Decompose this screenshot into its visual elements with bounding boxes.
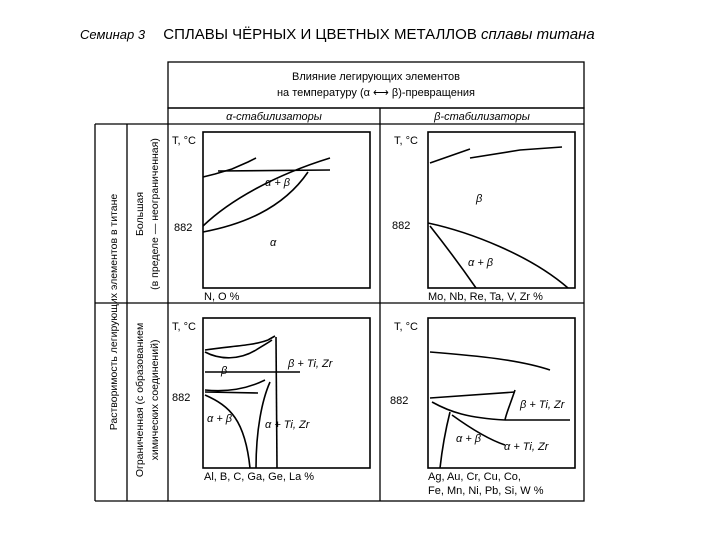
beta-transus-br — [430, 352, 550, 370]
label-beta-tizr-br: β + Ti, Zr — [520, 399, 565, 411]
alpha-solvus-br — [440, 412, 450, 468]
label-beta-tizr-bl: β + Ti, Zr — [288, 358, 333, 370]
upper-edge-br — [430, 392, 515, 398]
elements-tr: Mo, Nb, Re, Ta, V, Zr % — [428, 291, 543, 303]
elements-br-line1: Ag, Au, Cr, Cu, Co, — [428, 471, 521, 483]
row1-label-a: Большая — [134, 191, 146, 237]
lower-boundary-tl — [203, 172, 308, 232]
heading-line2: на температуру (α ⟷ β)-превращения — [276, 87, 476, 99]
beta-transus-tl — [203, 158, 256, 177]
label-alpha-beta-tr: α + β — [468, 257, 494, 269]
alpha-solvus-bl — [205, 395, 250, 468]
temp-882-tr: 882 — [392, 220, 411, 232]
label-alpha-tizr-bl: α + Ti, Zr — [265, 419, 310, 431]
heading-box — [168, 62, 584, 108]
panel-beta-limited — [390, 318, 575, 497]
vertical-line-bl — [276, 337, 277, 468]
upper-line-tr — [430, 149, 470, 163]
page-subtitle: сплавы титана — [481, 26, 595, 43]
vertical-curve-br — [505, 390, 515, 420]
panel-alpha-limited — [172, 318, 370, 483]
peritectic-line-tl — [218, 170, 330, 171]
label-alpha-tl: α — [270, 237, 277, 249]
elements-bl: Al, B, C, Ga, Ge, La % — [204, 471, 315, 483]
label-alpha-beta-bl: α + β — [207, 413, 233, 425]
temp-882-br: 882 — [390, 395, 409, 407]
beta-transus-tr — [428, 223, 568, 288]
row1-label-b: (в пределе — неограниченная) — [149, 138, 161, 290]
panel-beta-large — [392, 132, 575, 303]
mid-curve-br — [432, 402, 505, 420]
page-title: СПЛАВЫ ЧЁРНЫХ И ЦВЕТНЫХ МЕТАЛЛОВ — [163, 26, 477, 43]
elements-tl: N, O % — [204, 291, 240, 303]
panel-alpha-large — [172, 132, 370, 303]
t-axis-tl: T, °C — [172, 135, 196, 147]
row2-label-b: химических соединений) — [149, 339, 161, 461]
col-beta-label: β-стабилизаторы — [434, 111, 530, 123]
elements-br-line2: Fe, Mn, Ni, Pb, Si, W % — [428, 485, 544, 497]
heading-line1: Влияние легирующих элементов — [292, 71, 460, 83]
label-alpha-beta-tl: α + β — [265, 177, 291, 189]
mid-line-bl — [205, 392, 258, 393]
upper-curve-tr — [470, 147, 562, 158]
row2-label-a: Ограниченная (с образованием — [134, 322, 146, 478]
upper-boundary-tl — [203, 158, 330, 226]
row-main-label: Растворимость легирующих элементов в титане — [108, 193, 120, 431]
label-alpha-beta-br: α + β — [456, 433, 482, 445]
col-alpha-label: α-стабилизаторы — [226, 111, 322, 123]
label-alpha-tizr-br: α + Ti, Zr — [504, 441, 549, 453]
mid-curve-bl — [205, 380, 265, 391]
t-axis-bl: T, °C — [172, 321, 196, 333]
panel-tl-frame — [203, 132, 370, 288]
t-axis-br: T, °C — [394, 321, 418, 333]
seminar-label: Семинар 3 — [80, 27, 146, 42]
t-axis-tr: T, °C — [394, 135, 418, 147]
label-beta-bl: β — [221, 365, 228, 377]
temp-882-bl: 882 — [172, 392, 191, 404]
temp-882-tl: 882 — [174, 222, 193, 234]
label-beta-tr: β — [476, 193, 483, 205]
